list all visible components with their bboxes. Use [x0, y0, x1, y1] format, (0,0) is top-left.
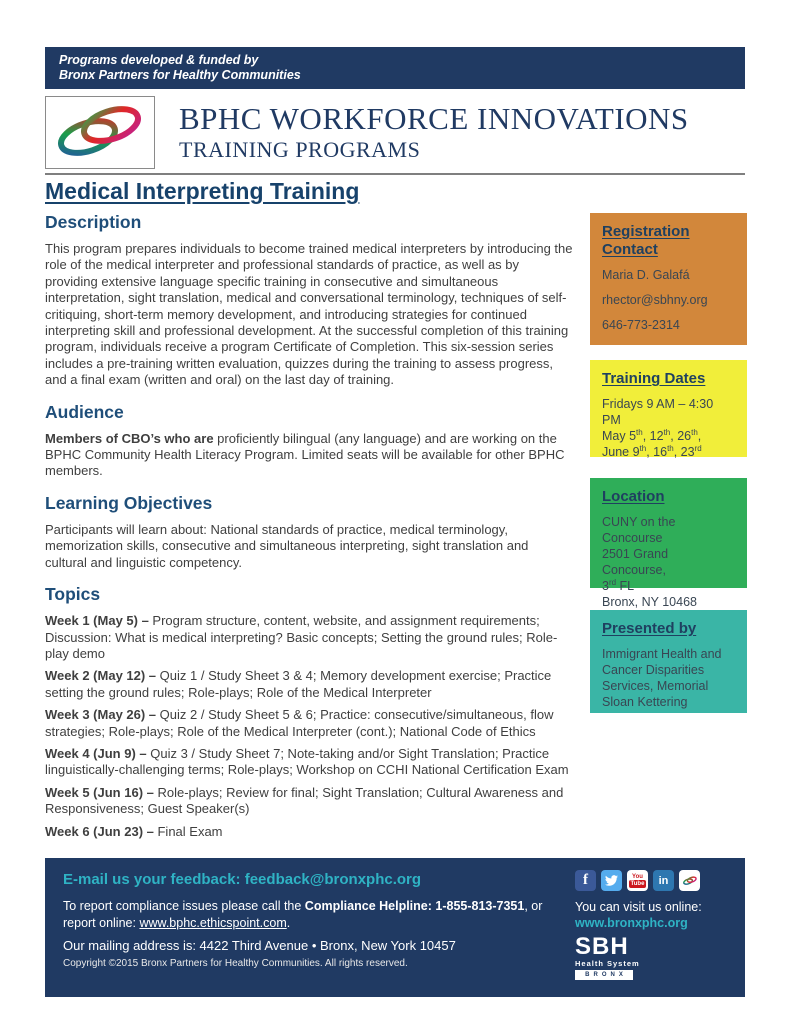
- presented-by-body: Immigrant Health and Cancer Disparities Services, Memorial Sloan Kettering: [602, 647, 722, 709]
- topic-week-6: [45, 824, 573, 840]
- audience-bold-lead: Members of CBO’s who are: [45, 430, 214, 446]
- page-title: Medical Interpreting Training: [45, 178, 360, 204]
- location-venue: CUNY on the Concourse: [602, 515, 676, 545]
- bphc-swirl-icon: [50, 98, 150, 167]
- registration-contact-email[interactable]: rhector@sbhny.org: [602, 293, 708, 307]
- compliance-mid: , or report online:: [63, 899, 543, 930]
- youtube-icon[interactable]: [627, 870, 648, 891]
- topic-week-5: [45, 785, 573, 818]
- location-street: 2501 Grand Concourse,: [602, 547, 669, 577]
- location-floor: 3rd FL: [602, 577, 635, 593]
- mailing-address: Our mailing address is: 4422 Third Avenue • Bronx, New York 10457: [63, 938, 456, 953]
- facebook-glyph: f: [583, 872, 588, 888]
- topic-week-2-text: Quiz 1 / Study Sheet 3 & 4; Memory development exercise; Practice setting the ground rules; Role-plays; Role of the Medical Interpreter: [45, 668, 552, 700]
- sbh-logo-title: SBH: [575, 933, 629, 960]
- presented-by-box: [590, 610, 747, 713]
- sbh-logo-subtitle: Health System: [575, 959, 640, 968]
- topic-week-1-lead: Week 1 (May 5) –: [45, 613, 149, 629]
- facebook-icon[interactable]: [575, 870, 596, 891]
- header-subtitle: TRAINING PROGRAMS: [179, 137, 421, 162]
- topic-week-5-text: Role-plays; Review for final; Sight Translation; Cultural Awareness and Responsiveness; Guest Speaker(s): [45, 784, 564, 817]
- registration-contact-phone: 646-773-2314: [602, 318, 680, 332]
- topic-week-5-lead: Week 5 (Jun 16) –: [45, 784, 154, 800]
- training-dates-june: June 9th, 16th, 23rd: [602, 443, 702, 459]
- header-title: BPHC WORKFORCE INNOVATIONS: [179, 101, 689, 136]
- visit-online-label: You can visit us online:: [575, 900, 702, 914]
- topic-week-3: [45, 707, 573, 740]
- audience-heading: Audience: [45, 401, 124, 422]
- topic-week-6-text: Final Exam: [153, 823, 223, 839]
- sbh-logo-bronx: BRONX: [575, 970, 633, 980]
- linkedin-icon[interactable]: [653, 870, 674, 891]
- audience-rest: proficiently bilingual (any language) and are working on the BPHC Community Health Literacy Program. Limited seats will be available for other BPHC members.: [45, 430, 565, 479]
- training-dates-time: Fridays 9 AM – 4:30 PM: [602, 397, 714, 427]
- bphc-logo: [45, 96, 155, 169]
- compliance-pre: To report compliance issues please call the: [63, 899, 305, 913]
- training-dates-heading: Training Dates: [602, 370, 706, 387]
- description-heading: Description: [45, 212, 142, 232]
- topic-week-2: [45, 668, 573, 701]
- header-text: [179, 102, 689, 162]
- ethicspoint-link[interactable]: www.bphc.ethicspoint.com: [139, 915, 287, 930]
- banner-line1: Programs developed & funded by: [59, 53, 259, 67]
- topic-week-1-text: Program structure, content, website, and assignment requirements; Discussion: What is medical interpreting? Basic concepts; Setting the ground rules; Role-play demo: [45, 613, 558, 661]
- youtube-you-label: You: [632, 873, 643, 880]
- topic-week-4: [45, 746, 573, 779]
- compliance-helpline: Compliance Helpline: 1-855-813-7351: [304, 899, 525, 913]
- topic-week-6-lead: Week 6 (Jun 23) –: [45, 823, 154, 839]
- footer: [45, 858, 745, 997]
- header-divider: [45, 173, 745, 175]
- training-dates-may: May 5th, 12th, 26th,: [602, 427, 702, 443]
- bphc-swirl-social-icon[interactable]: [679, 870, 700, 891]
- youtube-tube-label: Tube: [630, 880, 645, 887]
- compliance-end: .: [286, 915, 291, 930]
- topic-week-3-text: Quiz 2 / Study Sheet 5 & 6; Practice: consecutive/simultaneous, flow strategies; Role-plays; Role of the Medical Interpreter (cont.); National Code of Ethics: [45, 707, 554, 739]
- topic-week-4-lead: Week 4 (Jun 9) –: [45, 745, 147, 761]
- twitter-icon[interactable]: [601, 870, 622, 891]
- funding-banner: [45, 47, 745, 89]
- registration-contact-box: [590, 213, 747, 345]
- social-icons: [575, 870, 700, 891]
- topic-week-2-lead: Week 2 (May 12) –: [45, 668, 157, 684]
- location-city: Bronx, NY 10468: [602, 595, 697, 609]
- feedback-email-line[interactable]: E-mail us your feedback: feedback@bronxphc.org: [63, 871, 422, 888]
- learning-objectives-body: Participants will learn about: National standards of practice, medical terminology, memorization skills, consecutive and simultaneous interpreting, sight translation and cultural and linguistic competency.: [45, 521, 529, 570]
- description-body: This program prepares individuals to become trained medical interpreters by introducing the role of the medical interpreter and professional standards of practice, as well as by providing extensive language specific training in consecutive and simultaneous interpretation, sight translation, medical and conversational terminology, techniques of self-critiquing, short-term memory development, and introducing strategies for continued interpreting skill and professional development. At the successful completion of this training program, individuals receive a program Certificate of Completion. This six-session series includes a pre-training written evaluation, quizzes during the training to assess progress, and a final exam (written and oral) on the last day of training.: [45, 241, 573, 388]
- linkedin-glyph: in: [658, 874, 669, 887]
- copyright-line: Copyright ©2015 Bronx Partners for Healthy Communities. All rights reserved.: [63, 958, 408, 969]
- sbh-logo: [575, 933, 641, 980]
- registration-contact-heading: Registration Contact: [602, 223, 690, 258]
- presented-by-heading: Presented by: [602, 620, 697, 637]
- info-sidebar: [590, 213, 747, 713]
- location-box: [590, 478, 747, 609]
- bronxphc-url-link[interactable]: www.bronxphc.org: [575, 916, 688, 930]
- learning-objectives-heading: Learning Objectives: [45, 492, 213, 513]
- topic-week-1: [45, 613, 573, 662]
- training-dates-box: [590, 360, 747, 457]
- topic-week-3-lead: Week 3 (May 26) –: [45, 707, 157, 723]
- banner-line2: Bronx Partners for Healthy Communities: [59, 68, 301, 82]
- topic-week-4-text: Quiz 3 / Study Sheet 7; Note-taking and/or Sight Translation; Practice linguistically-challenging terms; Role-plays; Workshop on CCHI National Certification Exam: [45, 745, 569, 778]
- topics-heading: Topics: [45, 584, 101, 605]
- registration-contact-name: Maria D. Galafá: [602, 268, 690, 282]
- location-heading: Location: [602, 488, 665, 505]
- main-content: [45, 212, 573, 846]
- compliance-line: [63, 898, 568, 931]
- audience-body: [45, 431, 573, 480]
